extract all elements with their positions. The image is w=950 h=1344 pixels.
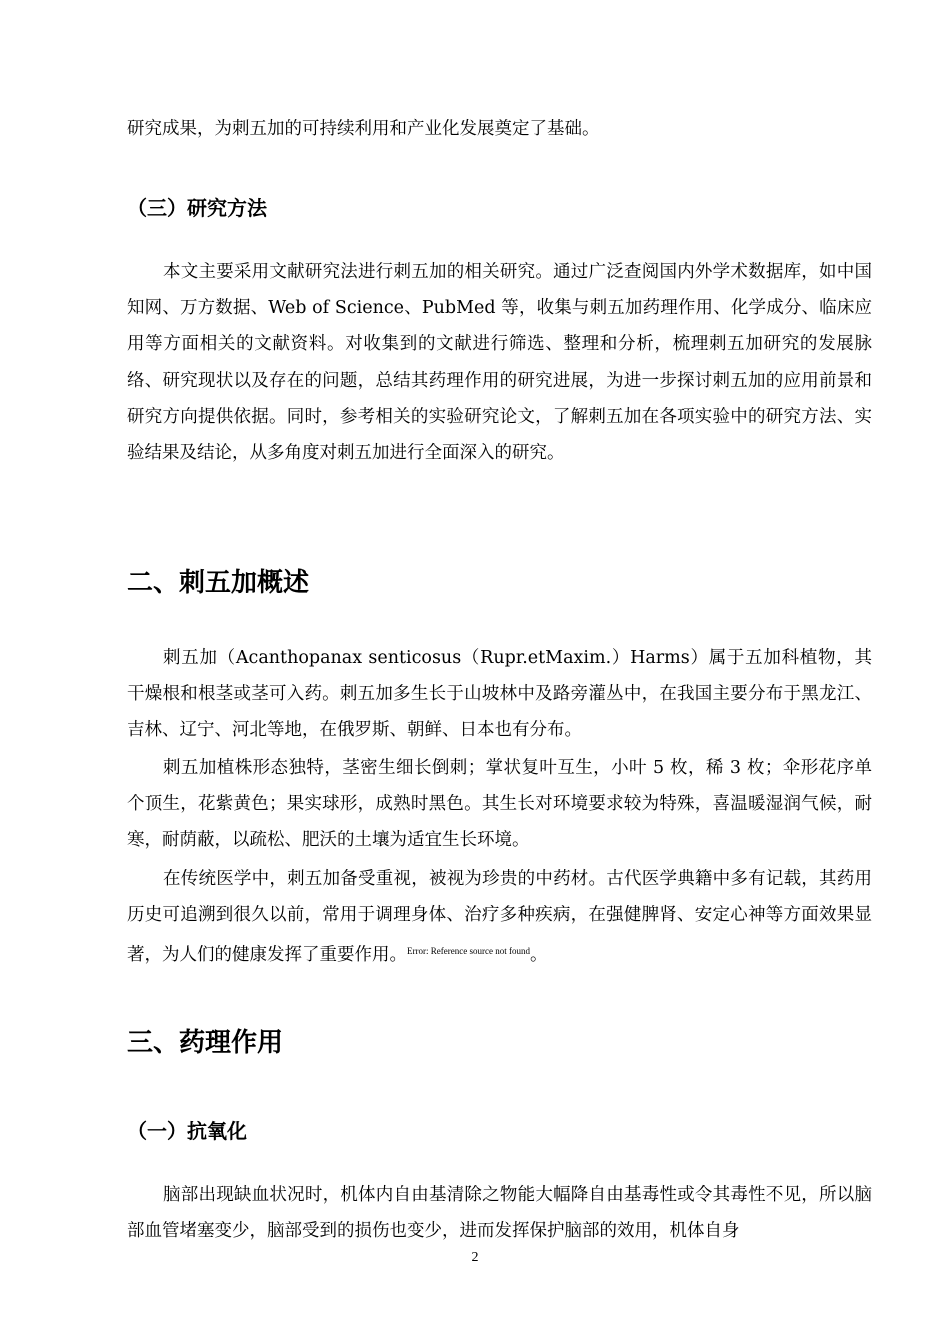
reference-error-note: Error: Reference source not found <box>407 946 530 957</box>
pharmacology-chapter-heading: 三、药理作用 <box>127 1028 284 1058</box>
overview-paragraph-3-text: 在传统医学中，刺五加备受重视，被视为珍贵的中药材。古代医学典籍中多有记载，其药用历史可追溯到很久以前，常用于调理身体、治疗多种疾病，在强健脾肾、安定心神等方面效果显著，为人们的健康发挥了重要作用。 <box>127 869 872 966</box>
overview-paragraph-2: 刺五加植株形态独特，茎密生细长倒刺；掌状复叶互生，小叶 5 枚，稀 3 枚；伞形花序单个顶生，花紫黄色；果实球形，成熟时黑色。其生长对环境要求较为特殊，喜温暖湿润气候，耐寒，耐荫蔽，以疏松、肥沃的土壤为适宜生长环境。 <box>127 758 872 851</box>
overview-paragraph-1: 刺五加（Acanthopanax senticosus（Rupr.etMaxim.）Harms）属于五加科植物，其干燥根和根茎或茎可入药。刺五加多生长于山坡林中及路旁灌丛中，在我国主要分布于黑龙江、吉林、辽宁、河北等地，在俄罗斯、朝鲜、日本也有分布。 <box>127 648 872 741</box>
page-number: 2 <box>471 1250 479 1265</box>
antioxidant-subheading: （一）抗氧化 <box>127 1119 247 1143</box>
methods-heading: （三）研究方法 <box>127 196 267 220</box>
methods-paragraph: 本文主要采用文献研究法进行刺五加的相关研究。通过广泛查阅国内外学术数据库，如中国知网、万方数据、Web of Science、PubMed 等，收集与刺五加药理作用、化学成分、临床应用等方面相关的文献资料。对收集到的文献进行筛选、整理和分析，梳理刺五加研究的发展脉络、研究现状以及存在的问题，总结其药理作用的研究进展，为进一步探讨刺五加的应用前景和研究方向提供依据。同时，参考相关的实验研究论文，了解刺五加在各项实验中的研究方法、实验结果及结论，从多角度对刺五加进行全面深入的研究。 <box>127 262 872 464</box>
overview-paragraph-3 <box>127 861 872 974</box>
antioxidant-paragraph: 脑部出现缺血状况时，机体内自由基清除之物能大幅降自由基毒性或令其毒性不见，所以脑部血管堵塞变少，脑部受到的损伤也变少，进而发挥保护脑部的效用，机体自身 <box>127 1185 872 1242</box>
overview-chapter-heading: 二、刺五加概述 <box>127 568 310 598</box>
overview-paragraph-3-end: 。 <box>529 945 548 966</box>
intro-tail-paragraph: 研究成果，为刺五加的可持续利用和产业化发展奠定了基础。 <box>127 119 600 139</box>
